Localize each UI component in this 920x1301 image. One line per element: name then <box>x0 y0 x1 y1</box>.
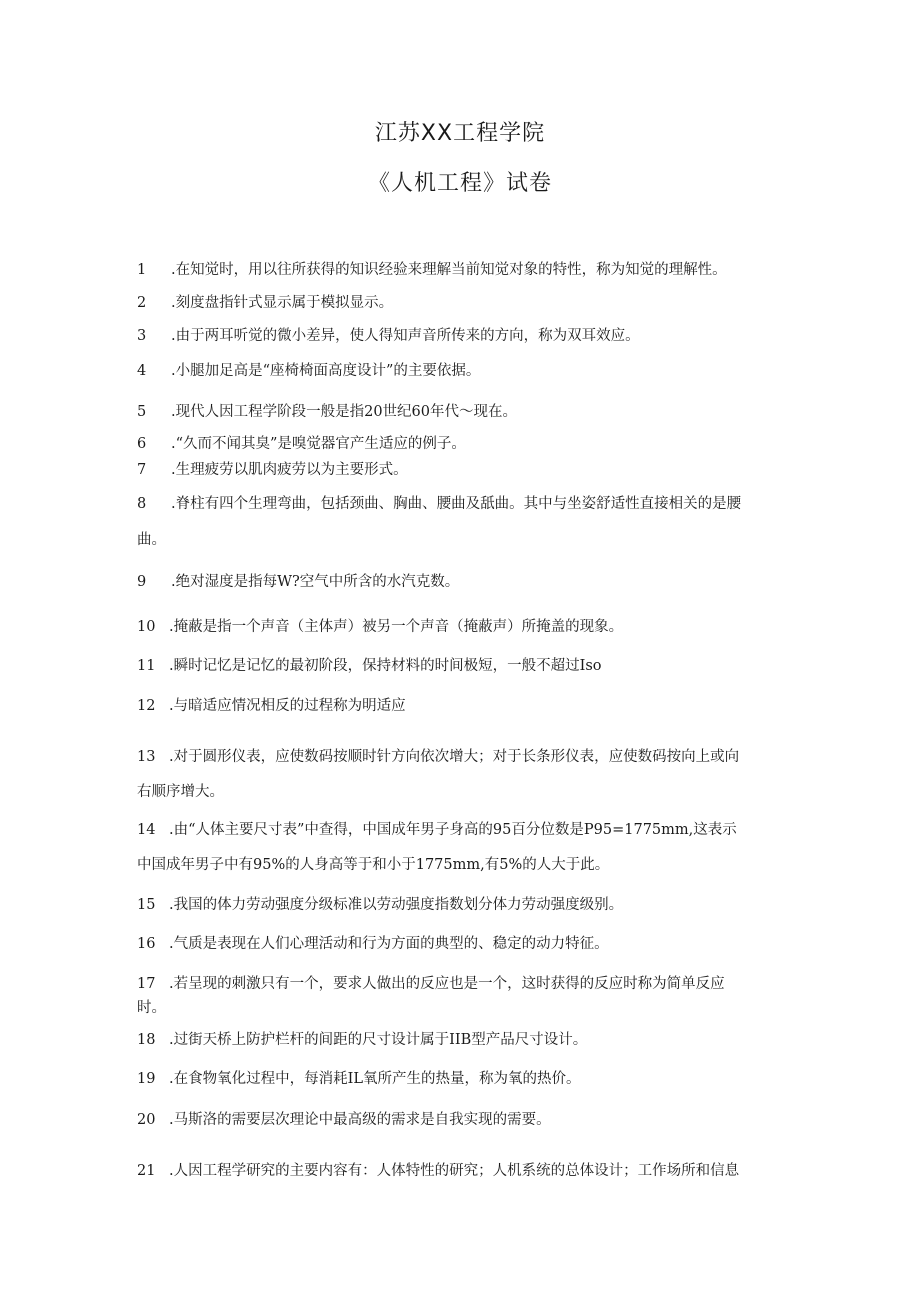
question-number: 9 <box>137 574 147 590</box>
question-number: 1 <box>137 262 147 278</box>
question-item <box>137 458 787 479</box>
question-number: 19 <box>137 1071 156 1087</box>
question-text: .由“人体主要尺寸表”中查得，中国成年男子身高的95百分位数是P95=1775mm,这表示 <box>169 822 737 838</box>
question-number: 18 <box>137 1032 156 1048</box>
question-text: .瞬时记忆是记忆的最初阶段，保持材料的时间极短，一般不超过Iso <box>169 658 602 674</box>
question-number: 16 <box>137 936 156 952</box>
question-item <box>137 359 787 380</box>
question-text: .我国的体力劳动强度分级标准以劳动强度指数划分体力劳动强度级别。 <box>169 897 624 913</box>
question-text-continued: 时。 <box>137 1000 166 1016</box>
question-text: .与暗适应情况相反的过程称为明适应 <box>169 698 406 714</box>
question-number: 17 <box>137 976 156 992</box>
question-text: .气质是表现在人们心理活动和行为方面的典型的、稳定的动力特征。 <box>169 936 609 952</box>
question-item <box>137 972 787 993</box>
question-item <box>137 258 787 279</box>
question-text: .现代人因工程学阶段一般是指20世纪60年代～现在。 <box>171 404 518 420</box>
question-text: .在知觉时，用以往所获得的知识经验来理解当前知觉对象的特性，称为知觉的理解性。 <box>171 262 727 278</box>
question-text: .脊柱有四个生理弯曲，包括颈曲、胸曲、腰曲及舐曲。其中与坐姿舒适性直接相关的是腰 <box>171 496 742 512</box>
question-item <box>137 492 787 513</box>
question-text: .刻度盘指针式显示属于模拟显示。 <box>171 295 394 311</box>
question-item <box>137 615 787 636</box>
question-item <box>137 291 787 312</box>
question-item <box>137 400 787 421</box>
question-text: .人因工程学研究的主要内容有：人体特性的研究；人机系统的总体设计；工作场所和信息 <box>169 1163 740 1179</box>
question-number: 10 <box>137 619 156 635</box>
question-number: 8 <box>137 496 147 512</box>
question-item <box>137 1108 787 1129</box>
question-item <box>137 654 787 675</box>
school-title: 江苏XX工程学院 <box>374 121 546 146</box>
question-number: 3 <box>137 328 147 344</box>
question-number: 12 <box>137 698 156 714</box>
question-text: .若呈现的刺激只有一个，要求人做出的反应也是一个，这时获得的反应时称为简单反应 <box>169 976 725 992</box>
question-item <box>137 893 787 914</box>
question-text: .过街天桥上防护栏杆的间距的尺寸设计属于IIB型产品尺寸设计。 <box>169 1032 588 1048</box>
question-item <box>137 818 787 839</box>
question-text-continued: 右顺序增大。 <box>137 784 224 800</box>
question-number: 20 <box>137 1112 156 1128</box>
question-text-continued: 中国成年男子中有95%的人身高等于和小于1775mm,有5%的人大于此。 <box>137 857 610 873</box>
question-text: .在食物氧化过程中，每消耗IL氧所产生的热量，称为氧的热价。 <box>169 1071 581 1087</box>
question-text: .“久而不闻其臭”是嗅觉器官产生适应的例子。 <box>171 436 466 452</box>
question-number: 13 <box>137 749 156 765</box>
question-item <box>137 1028 787 1049</box>
question-number: 2 <box>137 295 147 311</box>
question-text: .掩蔽是指一个声音（主体声）被另一个声音（掩蔽声）所掩盖的现象。 <box>169 619 624 635</box>
question-item <box>137 745 787 766</box>
question-text: .小腿加足高是“座椅椅面高度设计”的主要依据。 <box>171 363 481 379</box>
question-number: 11 <box>137 658 156 674</box>
question-text-continued: 曲。 <box>137 532 166 548</box>
question-number: 6 <box>137 436 147 452</box>
question-number: 7 <box>137 462 147 478</box>
question-text: .马斯洛的需要层次理论中最高级的需求是自我实现的需要。 <box>169 1112 551 1128</box>
question-number: 4 <box>137 363 147 379</box>
paper-title: 《人机工程》试卷 <box>367 171 552 196</box>
question-item <box>137 324 787 345</box>
question-text: .绝对湿度是指每W?空气中所含的水汽克数。 <box>171 574 460 590</box>
question-number: 21 <box>137 1163 156 1179</box>
question-text: .生理疲劳以肌肉疲劳以为主要形式。 <box>171 462 408 478</box>
question-text: .对于圆形仪表，应使数码按顺时针方向依次增大；对于长条形仪表，应使数码按向上或向 <box>169 749 740 765</box>
question-item <box>137 694 787 715</box>
question-number: 15 <box>137 897 156 913</box>
question-text: .由于两耳听觉的微小差异，使人得知声音所传来的方向，称为双耳效应。 <box>171 328 640 344</box>
question-item <box>137 1159 787 1180</box>
question-item <box>137 432 787 453</box>
question-item <box>137 1067 787 1088</box>
question-number: 14 <box>137 822 156 838</box>
question-item <box>137 932 787 953</box>
question-number: 5 <box>137 404 147 420</box>
question-item <box>137 570 787 591</box>
